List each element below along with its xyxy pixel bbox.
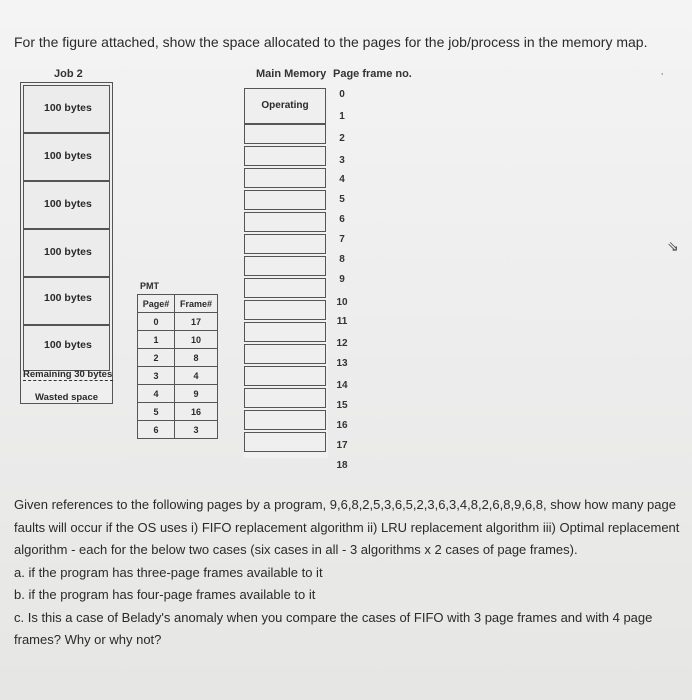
- frame-number: 12: [336, 338, 348, 349]
- question-part-a: a. if the program has three-page frames available to it: [14, 564, 323, 580]
- frame-number: 9: [339, 274, 345, 285]
- memory-frame: [244, 432, 326, 452]
- table-row: 1 10: [138, 331, 218, 349]
- frame-number: 4: [339, 174, 345, 185]
- frame-number: 16: [336, 420, 348, 431]
- job-block: 100 bytes: [23, 277, 110, 325]
- memory-frame: [244, 168, 326, 188]
- job-block: 100 bytes: [23, 229, 110, 277]
- memory-frame: [244, 410, 326, 430]
- job-header: Job 2: [54, 68, 83, 80]
- table-row: 5 16: [138, 403, 218, 421]
- os-frame: Operating: [244, 88, 326, 124]
- question-title: For the figure attached, show the space allocated to the pages for the job/process in the memory map.: [14, 34, 648, 50]
- memory-frame: [244, 234, 326, 254]
- question-part-c: c. Is this a case of Belady's anomaly when you compare the cases of FIFO with 3 page frames and with 4 page frames? Why or why not?: [14, 609, 653, 647]
- frame-number: 1: [339, 111, 345, 122]
- memory-frame: [244, 124, 326, 144]
- pmt-table: [137, 294, 218, 439]
- frame-number: 17: [336, 440, 348, 451]
- wasted-space-label: Wasted space: [35, 392, 99, 403]
- memory-frame: [244, 256, 326, 276]
- memory-frame: [244, 190, 326, 210]
- table-row: 3 4: [138, 367, 218, 385]
- remaining-bytes-label: Remaining 30 bytes: [23, 369, 113, 380]
- question-body: [14, 494, 686, 652]
- frame-number: 11: [336, 316, 348, 327]
- table-row: 6 3: [138, 421, 218, 439]
- memory-frame: [244, 322, 326, 342]
- job-column: [20, 82, 113, 404]
- memory-frame: [244, 212, 326, 232]
- question-part-b: b. if the program has four-page frames available to it: [14, 587, 316, 602]
- memory-frame: [244, 278, 326, 298]
- pmt-col-page: Page#: [138, 295, 175, 313]
- frame-number: 5: [339, 194, 345, 205]
- job-block: 100 bytes: [23, 325, 110, 371]
- frame-number: 7: [339, 234, 345, 245]
- frame-number: 6: [339, 214, 345, 225]
- frame-number: 2: [339, 133, 345, 144]
- page-frame-header: Page frame no.: [333, 68, 412, 80]
- table-row: 0 17: [138, 313, 218, 331]
- frame-number: 15: [336, 400, 348, 411]
- frame-number: 8: [339, 254, 345, 265]
- memory-frame: [244, 366, 326, 386]
- frame-number: 18: [336, 460, 348, 471]
- main-memory-column: [244, 88, 328, 458]
- frame-number: 0: [339, 89, 345, 100]
- memory-frame: [244, 344, 326, 364]
- pmt-col-frame: Frame#: [175, 295, 218, 313]
- frame-number: 13: [336, 358, 348, 369]
- pmt-title: PMT: [140, 281, 159, 291]
- table-row: 4 9: [138, 385, 218, 403]
- mouse-cursor-icon: ⇘: [667, 238, 679, 254]
- question-intro: Given references to the following pages by a program, 9,6,8,2,5,3,6,5,2,3,6,3,4,8,2,6,8,9,6,8, show how many page faults will occur if the OS uses i) FIFO replacement algorithm ii) LRU replacement algorithm iii) Optimal replacement algorithm - each for the below two cases (six cases in all - 3 algorithms x 2 cases of page frames).: [14, 497, 680, 557]
- frame-number: 14: [336, 380, 348, 391]
- main-memory-header: Main Memory: [256, 68, 327, 80]
- frame-number: 10: [336, 297, 348, 308]
- memory-frame: [244, 300, 326, 320]
- memory-frame: [244, 146, 326, 166]
- stray-mark: ’: [661, 72, 664, 83]
- frame-number: 3: [339, 155, 345, 166]
- job-block: 100 bytes: [23, 133, 110, 181]
- table-row: 2 8: [138, 349, 218, 367]
- job-block: 100 bytes: [23, 85, 110, 133]
- memory-frame: [244, 388, 326, 408]
- job-block: 100 bytes: [23, 181, 110, 229]
